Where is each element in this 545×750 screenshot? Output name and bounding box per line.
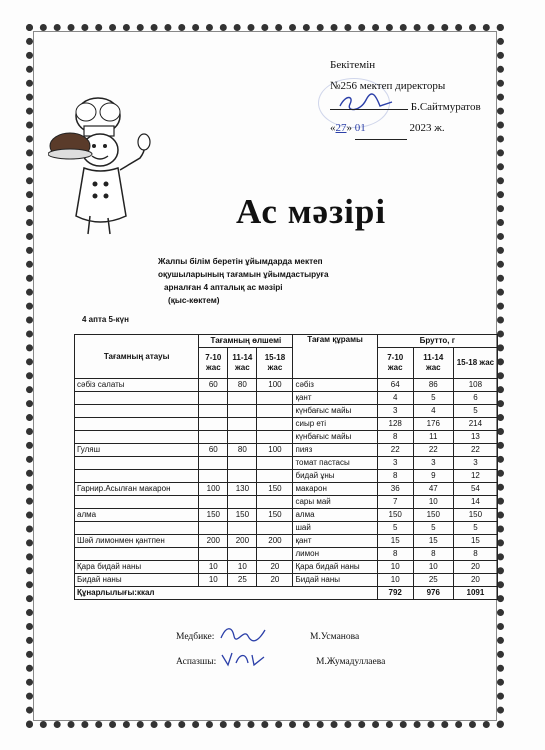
portion-value (199, 431, 228, 444)
nurse-name: М.Усманова (310, 632, 360, 642)
ingredient-name: Бидай наны (293, 574, 377, 587)
table-row (75, 379, 498, 392)
brutto-value: 54 (453, 483, 497, 496)
approval-date (330, 118, 500, 140)
header-brutto: Брутто, г (377, 335, 497, 348)
brutto-value: 5 (453, 522, 497, 535)
ingredient-name: сәбіз (293, 379, 377, 392)
brutto-value: 4 (413, 405, 453, 418)
dish-name (75, 405, 199, 418)
director-line (330, 97, 500, 118)
brutto-value: 5 (413, 392, 453, 405)
portion-value (228, 470, 257, 483)
dish-name (75, 470, 199, 483)
total-label: Құнарлылығы:ккал (75, 587, 378, 600)
portion-value: 100 (257, 379, 293, 392)
total-value: 792 (377, 587, 413, 600)
date-year: 2023 ж. (409, 122, 445, 134)
portion-value: 20 (257, 574, 293, 587)
table-row (75, 561, 498, 574)
brutto-value: 8 (377, 431, 413, 444)
brutto-value: 13 (453, 431, 497, 444)
total-value: 976 (413, 587, 453, 600)
portion-value: 25 (228, 574, 257, 587)
brutto-value: 10 (377, 561, 413, 574)
ingredient-name: лимон (293, 548, 377, 561)
total-value: 1091 (453, 587, 497, 600)
brutto-value: 36 (377, 483, 413, 496)
dish-name: Гарнир.Асылған макарон (75, 483, 199, 496)
portion-value: 20 (257, 561, 293, 574)
table-row (75, 470, 498, 483)
dish-name (75, 392, 199, 405)
brutto-value: 10 (377, 574, 413, 587)
table-row (75, 431, 498, 444)
header-age: 11-14 жас (228, 348, 257, 379)
nurse-role: Медбике: (176, 632, 215, 642)
portion-value (257, 457, 293, 470)
brutto-value: 86 (413, 379, 453, 392)
ingredient-name: сары май (293, 496, 377, 509)
brutto-value: 9 (413, 470, 453, 483)
dish-name (75, 548, 199, 561)
portion-value (199, 470, 228, 483)
header-portion: Тағамның өлшемі (199, 335, 293, 348)
portion-value (228, 457, 257, 470)
portion-value (228, 405, 257, 418)
table-row (75, 522, 498, 535)
dish-name: алма (75, 509, 199, 522)
brutto-value: 15 (413, 535, 453, 548)
dish-name: сәбіз салаты (75, 379, 199, 392)
table-row (75, 457, 498, 470)
nurse-signature-icon (218, 624, 268, 644)
header-age: 15-18 жас (453, 348, 497, 379)
portion-value: 60 (199, 379, 228, 392)
ingredient-name: күнбағыс майы (293, 405, 377, 418)
chef-illustration-icon (48, 88, 158, 238)
menu-table (74, 334, 498, 600)
portion-value: 150 (257, 509, 293, 522)
portion-value (257, 548, 293, 561)
subtitle-line: Жалпы білім беретін ұйымдарда мектеп (158, 257, 323, 266)
portion-value: 150 (199, 509, 228, 522)
brutto-value: 3 (377, 457, 413, 470)
brutto-value: 7 (377, 496, 413, 509)
brutto-value: 11 (413, 431, 453, 444)
header-age: 7-10 жас (199, 348, 228, 379)
date-quote-open: « (330, 122, 336, 134)
brutto-value: 5 (453, 405, 497, 418)
brutto-value: 8 (413, 548, 453, 561)
brutto-value: 15 (453, 535, 497, 548)
portion-value (228, 431, 257, 444)
table-row (75, 574, 498, 587)
ingredient-name: қант (293, 535, 377, 548)
portion-value (257, 496, 293, 509)
subtitle-line: (қыс-көктем) (168, 296, 220, 305)
cook-name: М.Жумадуллаева (316, 657, 386, 667)
portion-value (257, 522, 293, 535)
portion-value: 10 (228, 561, 257, 574)
cook-role: Аспазшы: (176, 657, 217, 667)
table-row (75, 509, 498, 522)
approval-block (330, 55, 500, 140)
portion-value: 200 (228, 535, 257, 548)
portion-value (228, 522, 257, 535)
brutto-value: 128 (377, 418, 413, 431)
portion-value (257, 405, 293, 418)
brutto-value: 22 (377, 444, 413, 457)
portion-value (199, 522, 228, 535)
brutto-value: 8 (377, 470, 413, 483)
table-row (75, 535, 498, 548)
brutto-value: 108 (453, 379, 497, 392)
brutto-value: 150 (453, 509, 497, 522)
table-row (75, 405, 498, 418)
brutto-value: 150 (377, 509, 413, 522)
portion-value: 80 (228, 444, 257, 457)
portion-value: 200 (257, 535, 293, 548)
header-age: 11-14 жас (413, 348, 453, 379)
menu-subtitle (158, 255, 418, 307)
table-row (75, 483, 498, 496)
dish-name (75, 457, 199, 470)
dish-name (75, 431, 199, 444)
brutto-value: 8 (377, 548, 413, 561)
table-row (75, 496, 498, 509)
table-row (75, 418, 498, 431)
portion-value (199, 548, 228, 561)
subtitle-line: арналған 4 апталық ас мәзірі (164, 283, 283, 292)
director-name: Б.Сайтмуратов (410, 101, 481, 113)
brutto-value: 8 (453, 548, 497, 561)
portion-value: 10 (199, 561, 228, 574)
brutto-value: 14 (453, 496, 497, 509)
ingredient-name: шай (293, 522, 377, 535)
dish-name: Бидай наны (75, 574, 199, 587)
portion-value (228, 392, 257, 405)
dish-name: Гуляш (75, 444, 199, 457)
portion-value (199, 418, 228, 431)
brutto-value: 12 (453, 470, 497, 483)
cook-signature-icon (218, 649, 268, 669)
brutto-value: 22 (453, 444, 497, 457)
brutto-value: 3 (413, 457, 453, 470)
table-row (75, 444, 498, 457)
portion-value: 80 (228, 379, 257, 392)
portion-value (199, 392, 228, 405)
ingredient-name: пияз (293, 444, 377, 457)
director-title: №256 мектеп директоры (330, 80, 446, 92)
ingredient-name: күнбағыс майы (293, 431, 377, 444)
portion-value (257, 418, 293, 431)
portion-value: 150 (228, 509, 257, 522)
portion-value (228, 496, 257, 509)
ingredient-name: бидай ұны (293, 470, 377, 483)
brutto-value: 3 (377, 405, 413, 418)
total-row (75, 587, 498, 600)
brutto-value: 10 (413, 496, 453, 509)
brutto-value: 150 (413, 509, 453, 522)
portion-value (199, 457, 228, 470)
ingredient-name: қант (293, 392, 377, 405)
brutto-value: 25 (413, 574, 453, 587)
portion-value (257, 392, 293, 405)
ingredient-name: макарон (293, 483, 377, 496)
brutto-value: 22 (413, 444, 453, 457)
ingredient-name: сиыр еті (293, 418, 377, 431)
header-age: 7-10 жас (377, 348, 413, 379)
brutto-value: 6 (453, 392, 497, 405)
brutto-value: 4 (377, 392, 413, 405)
portion-value (228, 548, 257, 561)
table-header-row (75, 335, 498, 348)
portion-value: 100 (199, 483, 228, 496)
brutto-value: 5 (413, 522, 453, 535)
table-row (75, 548, 498, 561)
dish-name: Шәй лимонмен қантпен (75, 535, 199, 548)
header-age: 15-18 жас (257, 348, 293, 379)
table-row (75, 392, 498, 405)
brutto-value: 15 (377, 535, 413, 548)
header-dish: Тағамның атауы (75, 335, 199, 379)
brutto-value: 214 (453, 418, 497, 431)
dish-name (75, 522, 199, 535)
brutto-value: 64 (377, 379, 413, 392)
brutto-value: 176 (413, 418, 453, 431)
dish-name (75, 418, 199, 431)
brutto-value: 3 (453, 457, 497, 470)
brutto-value: 47 (413, 483, 453, 496)
date-month: 01 (355, 118, 407, 140)
brutto-value: 20 (453, 561, 497, 574)
brutto-value: 20 (453, 574, 497, 587)
ingredient-name: томат пастасы (293, 457, 377, 470)
ingredient-name: алма (293, 509, 377, 522)
portion-value (199, 496, 228, 509)
dish-name (75, 496, 199, 509)
ingredient-name: Қара бидай наны (293, 561, 377, 574)
portion-value: 200 (199, 535, 228, 548)
portion-value (228, 418, 257, 431)
portion-value: 10 (199, 574, 228, 587)
date-day: 27 (335, 122, 347, 134)
brutto-value: 5 (377, 522, 413, 535)
page-title: Ас мәзірі (236, 192, 387, 231)
portion-value (199, 405, 228, 418)
header-composition: Тағам құрамы (293, 335, 377, 379)
portion-value: 100 (257, 444, 293, 457)
dish-name: Қара бидай наны (75, 561, 199, 574)
week-day-label: 4 апта 5-күн (82, 315, 129, 324)
portion-value (257, 470, 293, 483)
portion-value: 130 (228, 483, 257, 496)
portion-value (257, 431, 293, 444)
brutto-value: 10 (413, 561, 453, 574)
subtitle-line: оқушыларының тағамын ұйымдастыруға (158, 270, 329, 279)
approve-heading: Бекітемін (330, 59, 376, 71)
portion-value: 150 (257, 483, 293, 496)
portion-value: 60 (199, 444, 228, 457)
date-quote-close: » (346, 122, 352, 134)
